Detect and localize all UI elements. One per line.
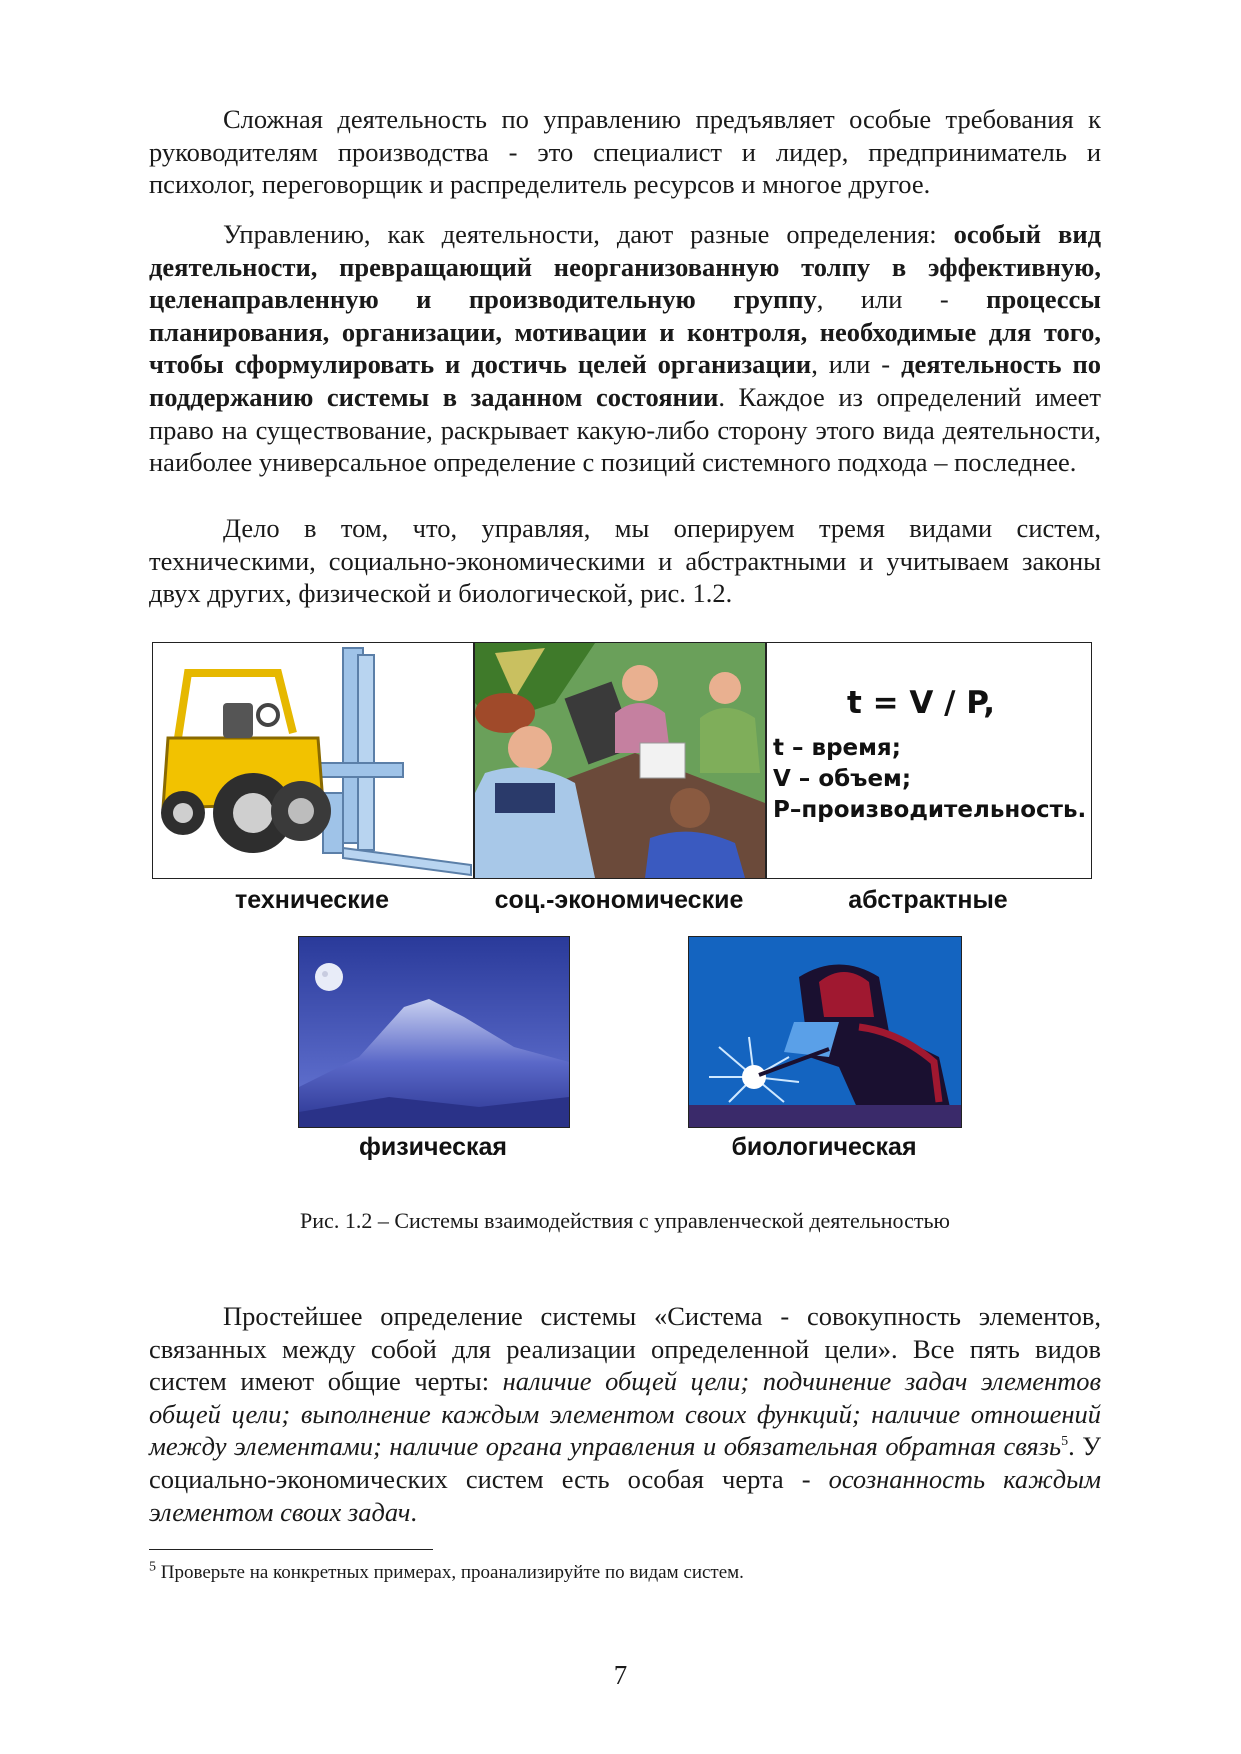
welder-icon bbox=[689, 937, 961, 1127]
formula-card bbox=[766, 642, 1092, 879]
paragraph-2 bbox=[149, 218, 1101, 479]
paragraph-1: Сложная деятельность по управлению предъявляет особые требования к руководителям производства - это специалист и лидер, предприниматель и психолог, переговорщик и распределитель ресурсов и многое другое. bbox=[149, 104, 1101, 200]
meeting-image bbox=[474, 642, 766, 879]
label-socioeconomic: соц.-экономические bbox=[494, 886, 744, 914]
p2-text-1: Управлению, как деятельности, дают разные определения: bbox=[223, 219, 954, 249]
formula-legend bbox=[773, 733, 1086, 826]
label-biological: биологическая bbox=[731, 1133, 917, 1161]
forklift-icon bbox=[153, 643, 473, 878]
p2-bold-1: особый вид деятельности, превращающий неорганизованную толпу в эффективную, целенаправленную и производительную группу bbox=[149, 219, 1101, 315]
p4-text-2: . У социально-экономических систем есть особая черта - bbox=[149, 1431, 1101, 1494]
footnote-text: Проверьте на конкретных примерах, проанализируйте по видам систем. bbox=[156, 1562, 744, 1583]
formula-line-productivity: P–производительность. bbox=[773, 797, 1087, 823]
label-technical: технические bbox=[235, 886, 389, 914]
meeting-icon bbox=[475, 643, 765, 878]
footnote-divider bbox=[149, 1549, 433, 1550]
p2-bold-3: деятельность по поддержанию системы в заданном состоянии bbox=[149, 349, 1101, 412]
label-physical: физическая bbox=[358, 1133, 508, 1161]
label-abstract: абстрактные bbox=[848, 886, 1008, 914]
footnote-ref[interactable]: 5 bbox=[1061, 1434, 1069, 1450]
p4-italic-1: наличие общей цели; подчинение задач элементов общей цели; выполнение каждым элементом своих функций; наличие отношений между элементами; наличие органа управления и обязательная обратная связь bbox=[149, 1366, 1101, 1462]
p4-italic-2: осознанность каждым элементом своих задач bbox=[149, 1463, 1101, 1527]
footnote-mark: 5 bbox=[149, 1559, 156, 1575]
paragraph-4 bbox=[149, 1300, 1101, 1528]
mountain-moon-icon bbox=[299, 937, 569, 1127]
p2-bold-2: процессы планирования, организации, мотивации и контроля, необходимые для того, чтобы сформулировать и достичь целей организации bbox=[149, 284, 1101, 380]
p4-text-3: . bbox=[410, 1496, 418, 1527]
formula-line-time: t – время; bbox=[773, 735, 901, 761]
welder-image bbox=[688, 936, 962, 1128]
p4-text-1: Простейшее определение системы «Система - совокупность элементов, связанных между собой для реализации определенной цели». Все пять видов систем имеют общие черты: bbox=[149, 1301, 1101, 1397]
figure-caption: Рис. 1.2 – Системы взаимодействия с управленческой деятельностью bbox=[300, 1208, 950, 1233]
forklift-image bbox=[152, 642, 474, 879]
formula-line-volume: V – объем; bbox=[773, 766, 912, 792]
p2-text-3: , или - bbox=[811, 349, 902, 380]
p2-text-4: . Каждое из определений имеет право на существование, раскрывает какую-либо сторону этого вида деятельности, наиболее универсальное определение с позиций системного подхода – последнее. bbox=[149, 381, 1101, 478]
page-number: 7 bbox=[613, 1660, 628, 1690]
paragraph-3: Дело в том, что, управляя, мы оперируем тремя видами систем, техническими, социально-экономическими и абстрактными и учитываем законы двух других, физической и биологической, рис. 1.2. bbox=[149, 513, 1101, 609]
p2-text-2: , или - bbox=[816, 284, 987, 315]
formula-main: t = V / P, bbox=[847, 685, 996, 721]
mountain-image bbox=[298, 936, 570, 1128]
footnote bbox=[149, 1559, 744, 1584]
